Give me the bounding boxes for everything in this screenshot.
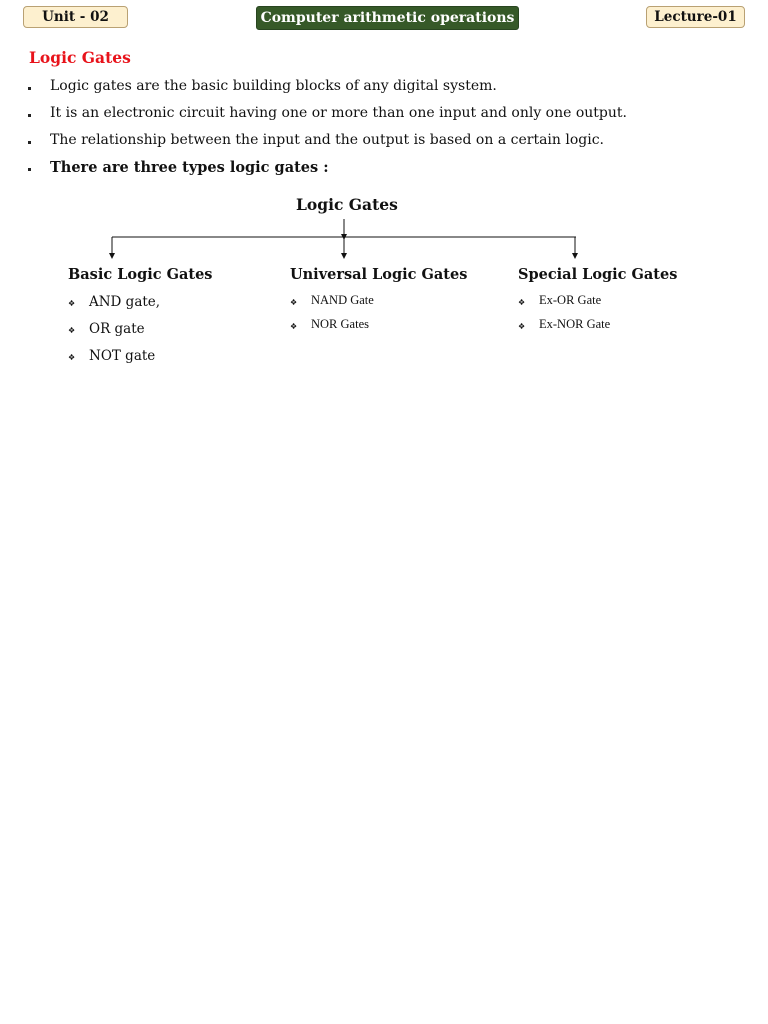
- diamond-bullet-icon: ❖: [290, 298, 298, 307]
- diamond-bullet-icon: ❖: [518, 298, 526, 307]
- gate-name: AND gate,: [89, 294, 161, 310]
- gate-name: NOR Gates: [311, 317, 369, 331]
- category-title-special: Special Logic Gates: [518, 266, 678, 283]
- lecture-label: Lecture-01: [646, 6, 745, 28]
- diamond-bullet-icon: ❖: [68, 299, 76, 308]
- diamond-bullet-icon: ❖: [68, 353, 76, 362]
- bullet-text: It is an electronic circuit having one or more than one input and only one output.: [50, 105, 627, 121]
- diamond-bullet-icon: ❖: [68, 326, 76, 335]
- bullet-text: Logic gates are the basic building blocks of any digital system.: [50, 78, 497, 94]
- gate-name: NOT gate: [89, 348, 156, 364]
- tree-connector-lines: [0, 0, 768, 280]
- bullet-text: The relationship between the input and the output is based on a certain logic.: [50, 132, 604, 148]
- bullet-text: There are three types logic gates :: [50, 159, 329, 176]
- section-heading: Logic Gates: [29, 48, 131, 67]
- gate-name: Ex-NOR Gate: [539, 317, 611, 331]
- gate-name: OR gate: [89, 321, 145, 337]
- tree-root-label: Logic Gates: [296, 195, 398, 214]
- category-title-basic: Basic Logic Gates: [68, 266, 213, 283]
- gate-name: NAND Gate: [311, 293, 374, 307]
- unit-label: Unit - 02: [23, 6, 128, 28]
- diamond-bullet-icon: ❖: [518, 322, 526, 331]
- diamond-bullet-icon: ❖: [290, 322, 298, 331]
- category-title-universal: Universal Logic Gates: [290, 266, 468, 283]
- topic-title: Computer arithmetic operations: [256, 6, 519, 30]
- gate-name: Ex-OR Gate: [539, 293, 602, 307]
